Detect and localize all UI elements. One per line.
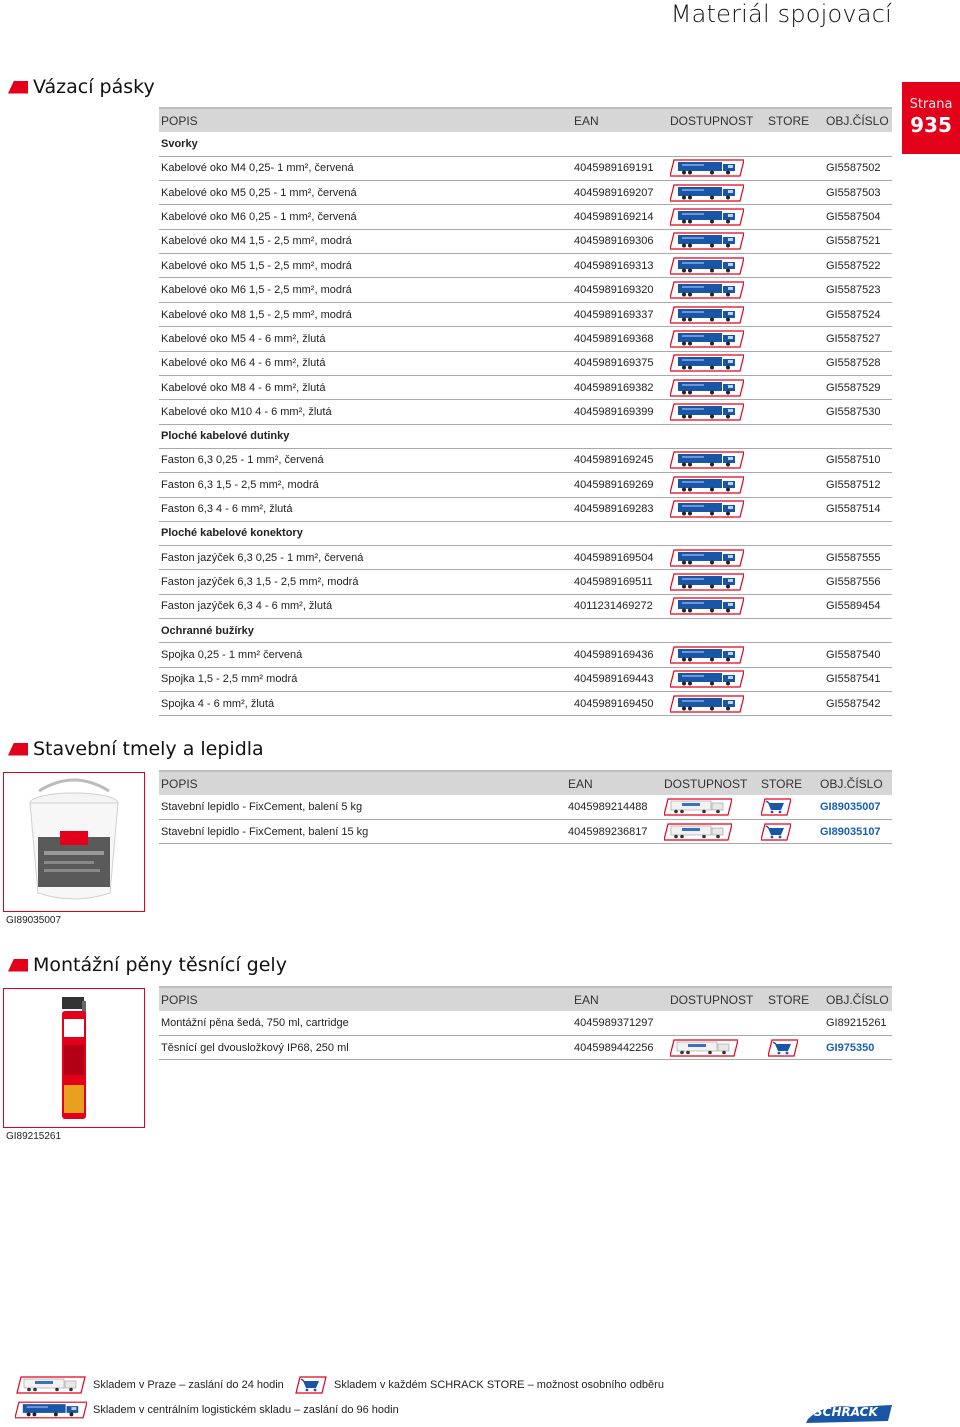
table-row <box>159 667 892 691</box>
truck-white-icon <box>664 823 732 841</box>
product-order-number: GI5587504 <box>824 205 892 229</box>
store-cell <box>766 643 824 667</box>
truck-blue-icon <box>670 695 744 713</box>
page-number: 935 <box>910 113 952 137</box>
shopping-cart-icon <box>294 1376 328 1394</box>
table-row <box>159 400 892 424</box>
product-ean: 4045989169191 <box>572 156 668 180</box>
table-row <box>159 448 892 472</box>
store-cell <box>766 1035 824 1059</box>
table-header-row <box>159 108 892 132</box>
product-order-number: GI5587527 <box>824 327 892 351</box>
photo-label-montazni-pena: GI89215261 <box>6 1131 62 1142</box>
store-cell <box>766 351 824 375</box>
product-order-number: GI5589454 <box>824 594 892 618</box>
group-row <box>159 132 892 156</box>
product-ean: 4011231469272 <box>572 594 668 618</box>
table-row <box>159 691 892 715</box>
store-cell <box>766 545 824 569</box>
product-description: Kabelové oko M8 4 - 6 mm², žlutá <box>159 376 572 400</box>
availability-cell <box>668 156 766 180</box>
product-description: Kabelové oko M6 4 - 6 mm², žlutá <box>159 351 572 375</box>
store-cell <box>766 156 824 180</box>
store-cell <box>766 497 824 521</box>
product-description: Faston 6,3 4 - 6 mm², žlutá <box>159 497 572 521</box>
product-order-number: GI5587522 <box>824 254 892 278</box>
availability-cell <box>668 376 766 400</box>
table-header-row <box>159 987 892 1011</box>
product-order-number: GI5587540 <box>824 643 892 667</box>
legend-store <box>294 1376 664 1394</box>
store-cell <box>766 376 824 400</box>
product-ean: 4045989214488 <box>566 795 662 819</box>
availability-cell <box>668 667 766 691</box>
availability-cell <box>668 205 766 229</box>
product-order-number: GI5587556 <box>824 570 892 594</box>
product-description: Kabelové oko M8 1,5 - 2,5 mm², modrá <box>159 302 572 326</box>
shopping-cart-icon <box>761 798 791 816</box>
product-order-number: GI5587524 <box>824 302 892 326</box>
store-cell <box>766 254 824 278</box>
section-title-vazaci-pasky <box>8 76 155 98</box>
availability-cell <box>668 302 766 326</box>
availability-cell <box>668 570 766 594</box>
truck-blue-icon <box>670 379 744 397</box>
product-ean: 4045989169399 <box>572 400 668 424</box>
product-photo-fixcement <box>3 772 145 912</box>
table-row <box>159 545 892 569</box>
availability-cell <box>668 545 766 569</box>
table-row <box>159 302 892 326</box>
section-title-text: Vázací pásky <box>33 76 155 98</box>
product-description: Spojka 1,5 - 2,5 mm² modrá <box>159 667 572 691</box>
product-order-number: GI5587523 <box>824 278 892 302</box>
store-cell <box>766 205 824 229</box>
table-row <box>159 351 892 375</box>
product-ean: 4045989169207 <box>572 180 668 204</box>
group-label: Ploché kabelové konektory <box>159 521 892 545</box>
product-description: Stavební lepidlo - FixCement, balení 15 kg <box>159 819 566 843</box>
product-description: Těsnící gel dvousložkový IP68, 250 ml <box>159 1035 572 1059</box>
section-title-montazni-peny <box>8 954 287 976</box>
product-ean: 4045989169283 <box>572 497 668 521</box>
product-description: Kabelové oko M5 0,25 - 1 mm², červená <box>159 180 572 204</box>
truck-blue-icon <box>670 646 744 664</box>
group-row <box>159 619 892 643</box>
store-cell <box>766 691 824 715</box>
section-title-text: Stavební tmely a lepidla <box>33 738 264 760</box>
col-header-popis: POPIS <box>159 771 566 795</box>
section-marker-icon <box>8 743 28 756</box>
store-cell <box>766 400 824 424</box>
product-ean: 4045989169214 <box>572 205 668 229</box>
product-ean: 4045989169436 <box>572 643 668 667</box>
page-number-badge <box>902 82 960 154</box>
col-header-dostupnost: DOSTUPNOST <box>668 987 766 1011</box>
page-title: Materiál spojovací <box>670 0 892 28</box>
store-cell <box>766 594 824 618</box>
store-cell <box>766 302 824 326</box>
group-label: Ploché kabelové dutinky <box>159 424 892 448</box>
store-cell <box>766 327 824 351</box>
store-cell <box>766 278 824 302</box>
product-order-number[interactable]: GI89035107 <box>818 819 892 843</box>
table-row <box>159 254 892 278</box>
product-ean: 4045989169511 <box>572 570 668 594</box>
legend-central-text: Skladem v centrálním logistickém skladu – zaslání do 96 hodin <box>93 1404 399 1416</box>
product-description: Faston jazýček 6,3 4 - 6 mm², žlutá <box>159 594 572 618</box>
availability-cell <box>668 400 766 424</box>
product-ean: 4045989371297 <box>572 1011 668 1035</box>
product-description: Faston jazýček 6,3 1,5 - 2,5 mm², modrá <box>159 570 572 594</box>
schrack-logo <box>804 1401 894 1423</box>
table-row <box>159 156 892 180</box>
truck-blue-icon <box>670 549 744 567</box>
shopping-cart-icon <box>768 1039 798 1057</box>
product-ean: 4045989169269 <box>572 473 668 497</box>
photo-label-fixcement: GI89035007 <box>6 915 62 926</box>
availability-cell <box>668 229 766 253</box>
col-header-dostupnost: DOSTUPNOST <box>662 771 759 795</box>
product-ean: 4045989169337 <box>572 302 668 326</box>
truck-blue-icon <box>670 573 744 591</box>
legend-praha <box>15 1376 284 1394</box>
table-row <box>159 180 892 204</box>
product-order-number: GI5587555 <box>824 545 892 569</box>
section-title-stavebni-tmely <box>8 738 264 760</box>
product-order-number: GI5587528 <box>824 351 892 375</box>
truck-blue-icon <box>670 208 744 226</box>
availability-cell <box>662 819 759 843</box>
product-description: Kabelové oko M5 4 - 6 mm², žlutá <box>159 327 572 351</box>
col-header-store: STORE <box>759 771 818 795</box>
truck-blue-icon <box>670 354 744 372</box>
availability-cell <box>668 278 766 302</box>
truck-white-icon <box>664 798 732 816</box>
col-header-store: STORE <box>766 987 824 1011</box>
group-label: Svorky <box>159 132 892 156</box>
product-description: Kabelové oko M6 0,25 - 1 mm², červená <box>159 205 572 229</box>
truck-blue-icon <box>670 500 744 518</box>
legend-central <box>15 1401 399 1419</box>
col-header-popis: POPIS <box>159 987 572 1011</box>
product-order-number: GI5587502 <box>824 156 892 180</box>
truck-white-icon <box>670 1039 738 1057</box>
table-row <box>159 1035 892 1059</box>
product-order-number: GI5587514 <box>824 497 892 521</box>
col-header-popis: POPIS <box>159 108 572 132</box>
availability-cell <box>668 497 766 521</box>
truck-blue-icon <box>670 257 744 275</box>
group-row <box>159 521 892 545</box>
section-title-text: Montážní pěny těsnící gely <box>33 954 287 976</box>
truck-blue-icon <box>670 403 744 421</box>
table-row <box>159 643 892 667</box>
store-cell <box>766 1011 824 1035</box>
col-header-dostupnost: DOSTUPNOST <box>668 108 766 132</box>
product-description: Stavební lepidlo - FixCement, balení 5 kg <box>159 795 566 819</box>
truck-blue-icon <box>670 281 744 299</box>
table-row <box>159 1011 892 1035</box>
product-table-peny <box>159 986 892 1060</box>
product-description: Kabelové oko M10 4 - 6 mm², žlutá <box>159 400 572 424</box>
product-ean: 4045989236817 <box>566 819 662 843</box>
truck-blue-icon <box>670 451 744 469</box>
table-row <box>159 819 892 843</box>
truck-blue-icon <box>670 184 744 202</box>
product-description: Faston jazýček 6,3 0,25 - 1 mm², červená <box>159 545 572 569</box>
product-order-number: GI5587512 <box>824 473 892 497</box>
product-order-number: GI5587530 <box>824 400 892 424</box>
store-cell <box>759 819 818 843</box>
table-row <box>159 497 892 521</box>
truck-blue-icon <box>670 306 744 324</box>
store-cell <box>766 229 824 253</box>
product-ean: 4045989442256 <box>572 1035 668 1059</box>
store-cell <box>766 570 824 594</box>
availability-cell <box>668 448 766 472</box>
availability-cell <box>668 691 766 715</box>
availability-cell <box>668 254 766 278</box>
product-ean: 4045989169443 <box>572 667 668 691</box>
table-row <box>159 376 892 400</box>
section-marker-icon <box>8 81 28 94</box>
product-order-number: GI5587521 <box>824 229 892 253</box>
product-ean: 4045989169245 <box>572 448 668 472</box>
col-header-ean: EAN <box>572 987 668 1011</box>
product-description: Kabelové oko M4 1,5 - 2,5 mm², modrá <box>159 229 572 253</box>
product-order-number: GI5587510 <box>824 448 892 472</box>
store-cell <box>766 448 824 472</box>
table-row <box>159 594 892 618</box>
product-description: Spojka 4 - 6 mm², žlutá <box>159 691 572 715</box>
col-header-store: STORE <box>766 108 824 132</box>
table-row <box>159 205 892 229</box>
table-row <box>159 473 892 497</box>
availability-cell <box>668 180 766 204</box>
product-order-number: GI5587529 <box>824 376 892 400</box>
table-row <box>159 229 892 253</box>
product-photo-montazni-pena <box>3 988 145 1128</box>
legend-store-text: Skladem v každém SCHRACK STORE – možnost osobního odběru <box>334 1379 664 1391</box>
product-description: Spojka 0,25 - 1 mm² červená <box>159 643 572 667</box>
table-row <box>159 570 892 594</box>
table-row <box>159 327 892 351</box>
availability-cell <box>668 643 766 667</box>
col-header-ean: EAN <box>572 108 668 132</box>
availability-cell <box>668 1011 766 1035</box>
group-row <box>159 424 892 448</box>
col-header-obj: OBJ.ČÍSLO <box>824 987 892 1011</box>
product-table-vazaci <box>159 107 892 716</box>
table-header-row <box>159 771 892 795</box>
product-order-number[interactable]: GI975350 <box>824 1035 892 1059</box>
product-order-number: GI89215261 <box>824 1011 892 1035</box>
truck-blue-icon <box>670 232 744 250</box>
table-row <box>159 278 892 302</box>
availability-cell <box>668 351 766 375</box>
store-cell <box>766 473 824 497</box>
table-row <box>159 795 892 819</box>
truck-blue-icon <box>670 330 744 348</box>
availability-cell <box>668 327 766 351</box>
truck-blue-icon <box>670 159 744 177</box>
group-label: Ochranné bužírky <box>159 619 892 643</box>
col-header-ean: EAN <box>566 771 662 795</box>
truck-blue-icon <box>670 476 744 494</box>
section-marker-icon <box>8 959 28 972</box>
product-ean: 4045989169450 <box>572 691 668 715</box>
product-order-number[interactable]: GI89035007 <box>818 795 892 819</box>
product-ean: 4045989169382 <box>572 376 668 400</box>
product-ean: 4045989169306 <box>572 229 668 253</box>
product-order-number: GI5587541 <box>824 667 892 691</box>
product-description: Kabelové oko M6 1,5 - 2,5 mm², modrá <box>159 278 572 302</box>
product-ean: 4045989169504 <box>572 545 668 569</box>
product-ean: 4045989169375 <box>572 351 668 375</box>
product-description: Montážní pěna šedá, 750 ml, cartridge <box>159 1011 572 1035</box>
svg-text:SCHRACK: SCHRACK <box>814 1405 878 1419</box>
store-cell <box>766 180 824 204</box>
availability-cell <box>668 1035 766 1059</box>
product-ean: 4045989169313 <box>572 254 668 278</box>
product-description: Kabelové oko M5 1,5 - 2,5 mm², modrá <box>159 254 572 278</box>
store-cell <box>766 667 824 691</box>
product-table-tmely <box>159 770 892 844</box>
product-description: Faston 6,3 0,25 - 1 mm², červená <box>159 448 572 472</box>
availability-cell <box>662 795 759 819</box>
shopping-cart-icon <box>761 823 791 841</box>
availability-cell <box>668 473 766 497</box>
product-order-number: GI5587503 <box>824 180 892 204</box>
product-ean: 4045989169368 <box>572 327 668 351</box>
truck-blue-icon <box>15 1401 87 1419</box>
product-order-number: GI5587542 <box>824 691 892 715</box>
col-header-obj: OBJ.ČÍSLO <box>818 771 892 795</box>
availability-cell <box>668 594 766 618</box>
product-description: Faston 6,3 1,5 - 2,5 mm², modrá <box>159 473 572 497</box>
truck-white-icon <box>15 1376 87 1394</box>
col-header-obj: OBJ.ČÍSLO <box>824 108 892 132</box>
legend-praha-text: Skladem v Praze – zaslání do 24 hodin <box>93 1379 284 1391</box>
truck-blue-icon <box>670 670 744 688</box>
product-description: Kabelové oko M4 0,25- 1 mm², červená <box>159 156 572 180</box>
store-cell <box>759 795 818 819</box>
page-number-label: Strana <box>909 97 953 112</box>
product-ean: 4045989169320 <box>572 278 668 302</box>
truck-blue-icon <box>670 597 744 615</box>
